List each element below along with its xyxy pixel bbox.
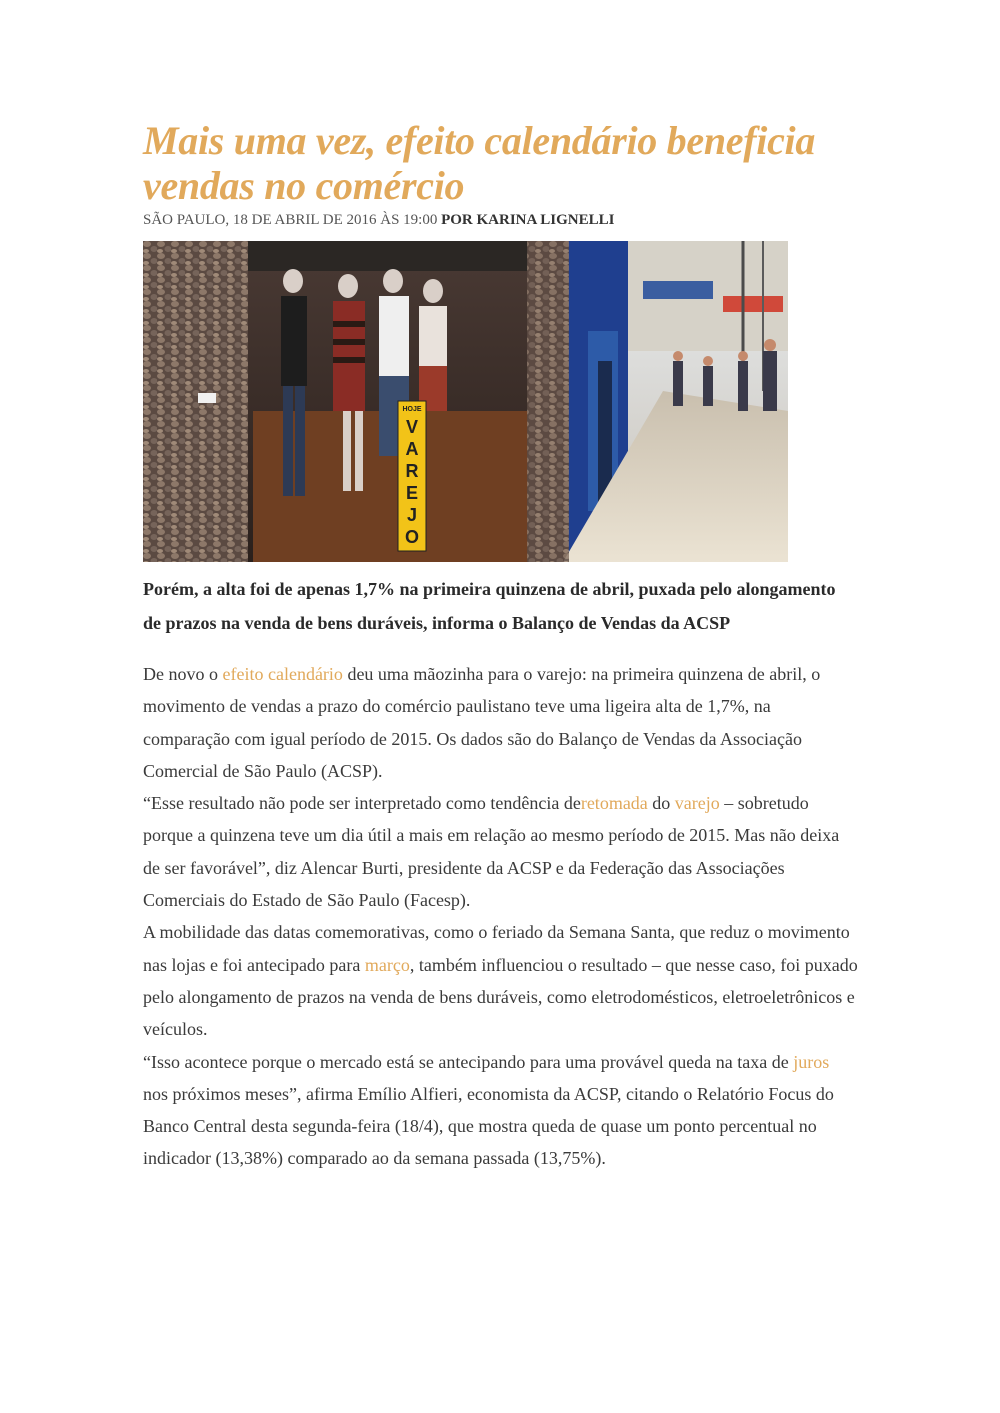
juros-link[interactable]: juros — [793, 1051, 830, 1072]
article-author: POR KARINA LIGNELLI — [441, 212, 615, 228]
paragraph-text: – sobretudo porque a quinzena teve um dia útil a mais em relação ao mesmo período de 2015. Mas não deixa de ser favorável”, diz Alencar Burti, presidente da ACSP e da Federação das Associações Comerciais do Estado de São Paulo (Facesp). — [143, 793, 840, 911]
article-byline — [143, 211, 858, 229]
paragraph-text: , também influenciou o resultado – que nesse caso, foi puxado pelo alongamento de prazos na venda de bens duráveis, como eletrodomésticos, eletroeletrônicos e veículos. — [143, 954, 858, 1040]
sign-letter: R — [405, 461, 419, 481]
sign-letter: V — [405, 417, 419, 437]
sign-letter: J — [406, 505, 418, 525]
article-paragraph — [143, 1046, 858, 1175]
paragraph-text: “Esse resultado não pode ser interpretado como tendência de — [143, 793, 581, 814]
storefront-photo — [143, 241, 788, 562]
sign-top-text: HOJE — [402, 406, 422, 413]
sign-letter: A — [405, 439, 419, 459]
article-paragraph — [143, 916, 858, 1045]
article-photo — [143, 241, 788, 562]
article-dateline: SÃO PAULO, 18 DE ABRIL DE 2016 ÀS 19:00 — [143, 212, 438, 228]
paragraph-text: do — [647, 793, 675, 814]
sign-letter: E — [405, 483, 419, 503]
efeito-calendario-link[interactable]: efeito calendário — [222, 664, 343, 684]
retomada-link[interactable]: retomada — [580, 793, 648, 814]
article-paragraph — [143, 787, 858, 916]
paragraph-text: A mobilidade das datas comemorativas, como o feriado da Semana Santa, que reduz o movimento nas lojas e foi antecipado para — [143, 922, 850, 975]
article-title: Mais uma vez, efeito calendário beneficia vendas no comércio — [143, 118, 816, 208]
article-paragraph — [143, 658, 858, 787]
sign-letter: O — [404, 527, 420, 547]
paragraph-text: De novo o — [143, 664, 223, 684]
marco-link[interactable]: março — [364, 954, 410, 975]
paragraph-text: “Isso acontece porque o mercado está se antecipando para uma provável queda na taxa de — [143, 1051, 794, 1072]
article — [143, 118, 858, 1175]
paragraph-text: nos próximos meses”, afirma Emílio Alfieri, economista da ACSP, citando o Relatório Focus do Banco Central desta segunda-feira (18/4), que mostra queda de quase um ponto percentual no indicador (13,38%) comparado ao da semana passada (13,75%). — [143, 1083, 834, 1169]
paragraph-text: deu uma mãozinha para o varejo: na primeira quinzena de abril, o movimento de vendas a prazo do comércio paulistano teve uma ligeira alta de 1,7%, na comparação com igual período de 2015. Os dados são do Balanço de Vendas da Associação Comercial de São Paulo (ACSP). — [143, 664, 821, 781]
varejo-link[interactable]: varejo — [674, 793, 720, 814]
article-lede: Porém, a alta foi de apenas 1,7% na primeira quinzena de abril, puxada pelo alongamento de prazos na venda de bens duráveis, informa o Balanço de Vendas da ACSP — [143, 579, 836, 633]
